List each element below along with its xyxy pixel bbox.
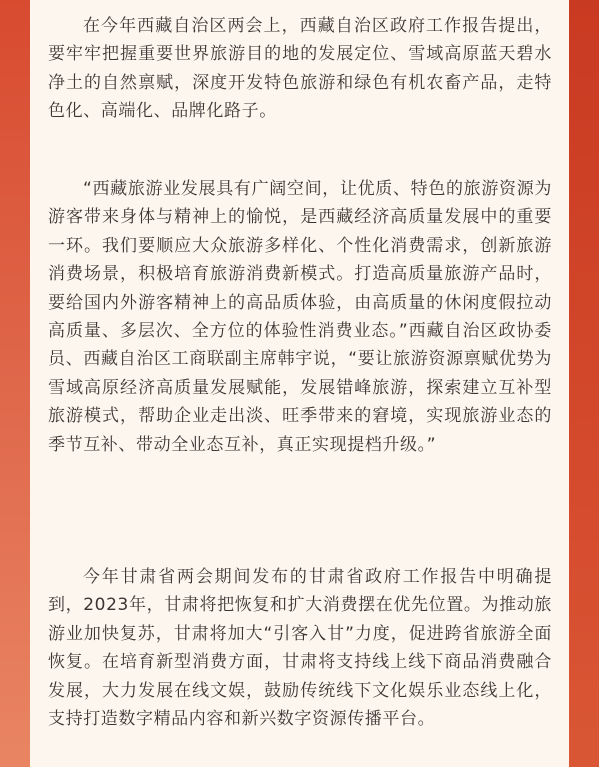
right-decorative-border <box>569 0 599 767</box>
left-decorative-border <box>0 0 30 767</box>
paragraph-gansu-report: 今年甘肃省两会期间发布的甘肃省政府工作报告中明确提到，2023年，甘肃将把恢复和扩大消费摆在优先位置。为推动旅游业加快复苏，甘肃将加大“引客入甘”力度，促进跨省旅游全面恢复。在培育新型消费方面，甘肃将支持线上线下商品消费融合发展，大力发展在线文娱，鼓励传统线下文化娱乐业态线上化，支持打造数字精品内容和新兴数字资源传播平台。 <box>48 567 552 730</box>
article-body <box>30 0 569 767</box>
paragraph-tibet-quote: “西藏旅游业发展具有广阔空间，让优质、特色的旅游资源为游客带来身体与精神上的愉悦，是西藏经济高质量发展中的重要一环。我们要顺应大众旅游多样化、个性化消费需求，创新旅游消费场景，积极培育旅游消费新模式。打造高质量旅游产品时，要给国内外游客精神上的高品质体验，由高质量的休闲度假拉动高质量、多层次、全方位的体验性消费业态。”西藏自治区政协委员、西藏自治区工商联副主席韩宇说，“要让旅游资源禀赋优势为雪域高原经济高质量发展赋能，发展错峰旅游，探索建立互补型旅游模式，帮助企业走出淡、旺季带来的窘境，实现旅游业态的季节互补、带动全业态互补，真正实现提档升级。” <box>48 179 552 455</box>
paragraph-tibet-report: 在今年西藏自治区两会上，西藏自治区政府工作报告提出，要牢牢把握重要世界旅游目的地的发展定位、雪域高原蓝天碧水净土的自然禀赋，深度开发特色旅游和绿色有机农畜产品，走特色化、高端化、品牌化路子。 <box>48 16 552 122</box>
